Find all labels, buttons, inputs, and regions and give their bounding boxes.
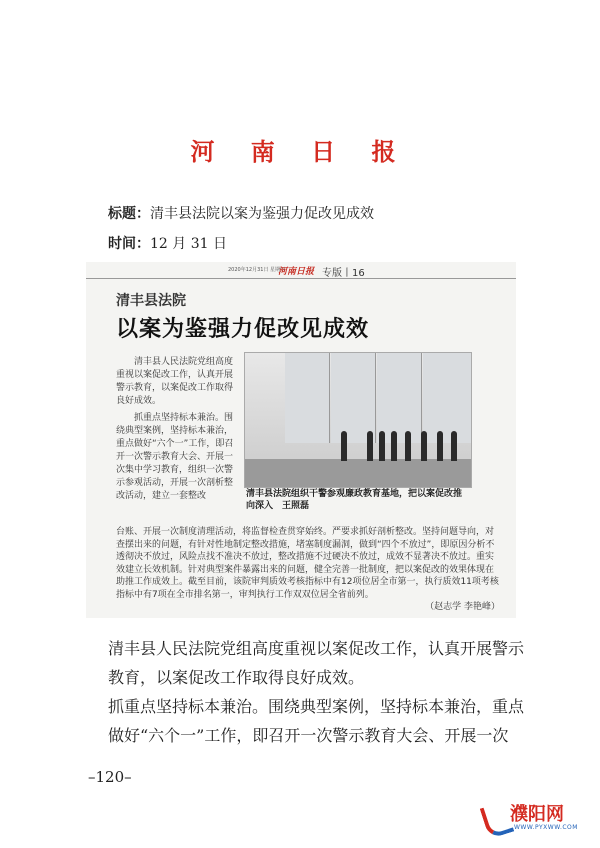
news-photo xyxy=(244,352,472,488)
clipping-col-para: 抓重点坚持标本兼治。围绕典型案例，坚持标本兼治，重点做好“六个一”工作，即召开一次警示教育大会、开展一次集中学习教育，组织一次警示参观活动，开展一次剖析整改活动，建立一套整改 xyxy=(116,413,234,501)
clipping-wide-para: 台账、开展一次制度清理活动，将监督检查贯穿始终。严要求抓好剖析整改。坚持问题导向，对查摆出来的问题，有针对性地制定整改措施，堵塞制度漏洞，做到“四个不放过”，即原因分析不透彻决不放过，风险点找不准决不放过，整改措施不过硬决不放过，成效不显著决不放过。重实效建立长效机制。针对典型案件暴露出来的问题，健全完善一批制度，把以案促改的效果体现在助推工作成效上。截至目前，该院审判质效考核指标中有12项位居全市第一，执行质效11项考核指标中有7项在全市排名第一，审判执行工作双双位居全省前列。 xyxy=(116,527,499,600)
clipping-logo: 河南日报 xyxy=(278,267,315,277)
article-title: 清丰县法院以案为鉴强力促改见成效 xyxy=(150,206,374,222)
body-paragraph: 抓重点坚持标本兼治。围绕典型案例，坚持标本兼治，重点做好“六个一”工作，即召开一次警示教育大会、开展一次 xyxy=(108,697,525,745)
photo-window xyxy=(331,353,376,443)
photo-person xyxy=(367,431,373,461)
time-line xyxy=(108,233,227,253)
clipping-wide-text xyxy=(116,526,500,614)
clipping-byline: （赵志学 李艳峰） xyxy=(425,602,500,612)
clipping-subtitle: 清丰县法院 xyxy=(116,293,186,309)
photo-window xyxy=(285,353,330,443)
clipping-col-para: 清丰县人民法院党组高度重视以案促改工作，认真开展警示教育，以案促改工作取得良好成效。 xyxy=(116,357,234,406)
photo-person xyxy=(451,431,457,461)
photo-person xyxy=(405,431,411,461)
body-paragraph: 清丰县人民法院党组高度重视以案促改工作，认真开展警示教育，以案促改工作取得良好成效。 xyxy=(108,639,525,687)
newspaper-clipping xyxy=(86,262,516,618)
newspaper-masthead: 河 南 日 报 xyxy=(190,137,410,166)
time-label: 时间： xyxy=(108,236,150,252)
clipping-header xyxy=(86,262,516,279)
title-line xyxy=(108,203,374,223)
photo-person xyxy=(421,431,427,461)
photo-person xyxy=(379,431,385,461)
photo-floor xyxy=(245,459,471,487)
clipping-date: 2020年12月31日 星期四 xyxy=(228,267,286,273)
clipping-title: 以案为鉴强力促改见成效 xyxy=(116,317,370,342)
site-watermark xyxy=(480,800,592,840)
watermark-name: 濮阳网 xyxy=(510,804,564,825)
clipping-column xyxy=(116,356,236,507)
watermark-url: WWW.PYXWW.COM xyxy=(514,824,578,831)
photo-caption: 清丰县法院组织干警参观廉政教育基地，把以案促改推向深入 王照磊 xyxy=(246,489,463,511)
title-label: 标题： xyxy=(108,206,150,222)
photo-person xyxy=(341,431,347,461)
article-date: 12 月 31 日 xyxy=(150,236,227,252)
photo-window xyxy=(423,353,472,443)
photo-person xyxy=(391,431,397,461)
page-number: –120– xyxy=(88,768,132,786)
photo-window xyxy=(377,353,422,443)
clipping-section: 专版丨16 xyxy=(322,268,365,279)
photo-person xyxy=(437,431,443,461)
